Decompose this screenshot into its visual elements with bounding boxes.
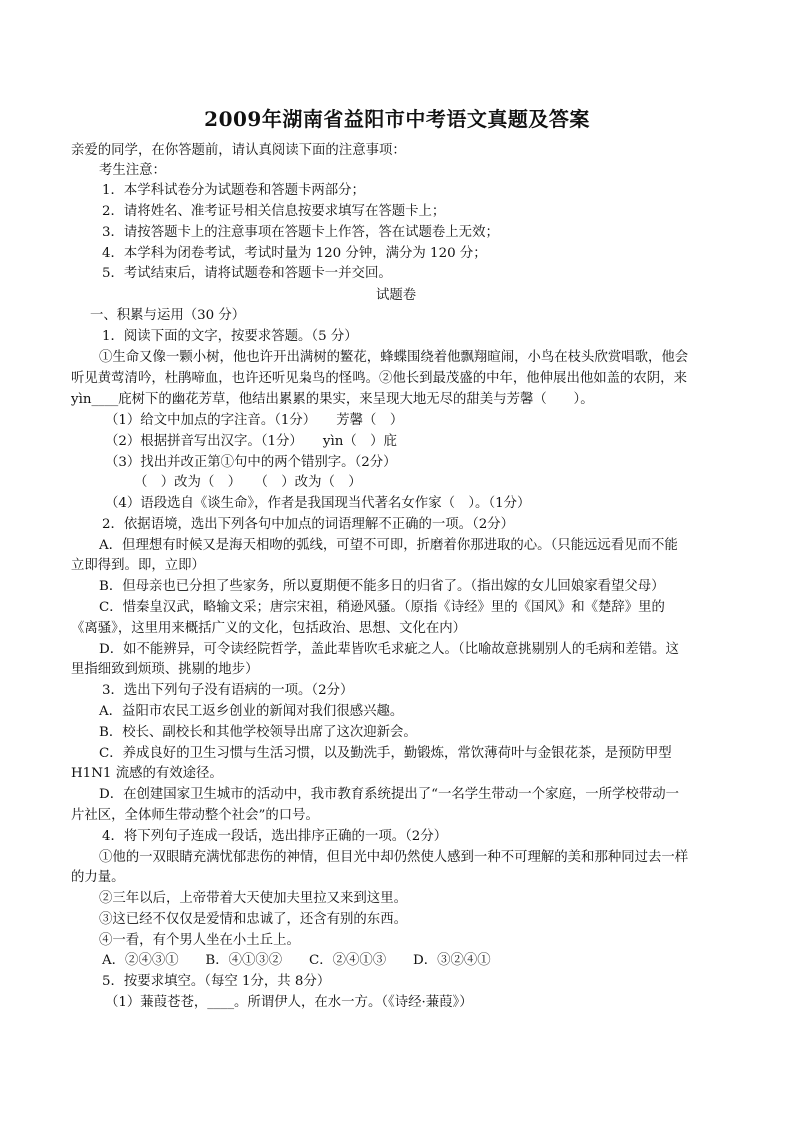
notice-item-5: 5．考试结束后，请将试题卷和答题卡一并交回。 — [102, 266, 392, 281]
question-4: 4．将下列句子连成一段话，选出排序正确的一项。（2分） — [102, 829, 448, 844]
option-d-cont: 片社区，全体师生带动整个社会”的口号。 — [71, 808, 319, 823]
option-a: A．益阳市农民工返乡创业的新闻对我们很感兴趣。 — [99, 704, 404, 719]
intro-line: 亲爱的同学，在你答题前，请认真阅读下面的注意事项： — [71, 143, 406, 158]
sentence-3: ③这已经不仅仅是爱情和忠诚了，还含有别的东西。 — [99, 912, 407, 927]
sentence-1-cont: 的力量。 — [71, 870, 125, 885]
option-a-cont: 立即得到。即，立即） — [71, 558, 205, 573]
option-c-cont: H1N1 流感的有效途径。 — [71, 766, 223, 781]
question-2: 2．依据语境，选出下列各句中加点的词语理解不正确的一项。（2分） — [102, 517, 515, 532]
passage-line: 听见黄莺清吟，杜鹃啼血，也许还听见枭鸟的怪鸣。②他长到最茂盛的中年，他伸展出他如盖的农阴，来 — [71, 371, 687, 386]
subquestion: （4）语段选自《谈生命》，作者是我国现当代著名女作家（ ）。（1分） — [105, 496, 531, 511]
sentence-4: ④一看，有个男人坐在小土丘上。 — [99, 933, 300, 948]
option-d-cont: 里指细致到烦琐、挑剔的地步） — [71, 662, 259, 677]
subquestion: （2）根据拼音写出汉字。（1分） yìn（ ）庇 — [105, 434, 397, 449]
page-title: 2009年湖南省益阳市中考语文真题及答案 — [204, 107, 590, 131]
notice-heading: 考生注意： — [99, 163, 166, 178]
option-d: D．如不能辨异，可令读经院哲学，盖此辈皆吹毛求疵之人。（比喻故意挑剔别人的毛病和差错。这 — [99, 642, 679, 657]
notice-item-2: 2．请将姓名、准考证号相关信息按要求填写在答题卡上； — [102, 204, 446, 219]
notice-item-1: 1．本学科试卷分为试题卷和答题卡两部分； — [102, 183, 365, 198]
fill-blank-1: （1）蒹葭苍苍，____。所谓伊人，在水一方。（《诗经·蒹葭》） — [105, 995, 473, 1010]
question-3: 3．选出下列句子没有语病的一项。（2分） — [102, 683, 354, 698]
passage-line: ①生命又像一颗小树，他也许开出满树的鳘花，蜂蝶围绕着他飘翔暄闹，小鸟在枝头欣赏唱歌，他会 — [99, 350, 689, 365]
subquestion: （3）找出并改正第①句中的两个错别字。（2分） — [105, 455, 397, 470]
order-options: A．②④③① B．④①③② C．②④①③ D．③②④① — [102, 953, 491, 968]
option-c-cont: 《离骚》，这里用来概括广义的文化，包括政治、思想、文化在内） — [71, 621, 467, 636]
section-label: 试题卷 — [376, 288, 417, 303]
part-one-heading: 一、积累与运用（30 分） — [90, 308, 246, 323]
question-5: 5．按要求填空。（每空 1分，共 8分） — [102, 974, 331, 989]
sentence-2: ②三年以后，上帝带着大天使加夫里拉又来到这里。 — [99, 891, 407, 906]
passage-line: yìn____庇树下的幽花芳草，他结出累累的果实，来呈现大地无尽的甜美与芳馨（ ）。 — [71, 392, 594, 407]
sentence-1: ①他的一双眼睛充满忧郁悲伤的神情，但目光中却仍然使人感到一种不可理解的美和那种同过去一样 — [99, 850, 689, 865]
notice-item-3: 3．请按答题卡上的注意事项在答题卡上作答，答在试题卷上无效； — [102, 225, 499, 240]
option-b: B．但母亲也已分担了些家务，所以夏期便不能多日的归省了。（指出嫁的女儿回娘家看望父母） — [99, 579, 665, 594]
answer-blanks: （ ）改为（ ） （ ）改为（ ） — [134, 475, 362, 490]
option-c: C．惜秦皇汉武，略输文采；唐宗宋祖，稍逊风骚。（原指《诗经》里的《国风》和《楚辞》里的 — [99, 600, 665, 615]
option-a: A．但理想有时候又是海天相吻的弧线，可望不可即，折磨着你那进取的心。（只能远远看见而不能 — [99, 538, 678, 553]
option-c: C．养成良好的卫生习惯与生活习惯，以及勤洗手，勤锻炼，常饮薄荷叶与金银花茶，是预防甲型 — [99, 746, 672, 761]
notice-item-4: 4．本学科为闭卷考试，考试时量为 120 分钟，满分为 120 分； — [102, 246, 487, 261]
subquestion: （1）给文中加点的字注音。（1分） 芳馨（ ） — [105, 413, 404, 428]
question-1: 1．阅读下面的文字，按要求答题。（5 分） — [102, 329, 358, 344]
option-b: B．校长、副校长和其他学校领导出席了这次迎新会。 — [99, 725, 417, 740]
option-d: D．在创建国家卫生城市的活动中，我市教育系统提出了“一名学生带动一个家庭，一所学校带动一 — [99, 787, 679, 802]
